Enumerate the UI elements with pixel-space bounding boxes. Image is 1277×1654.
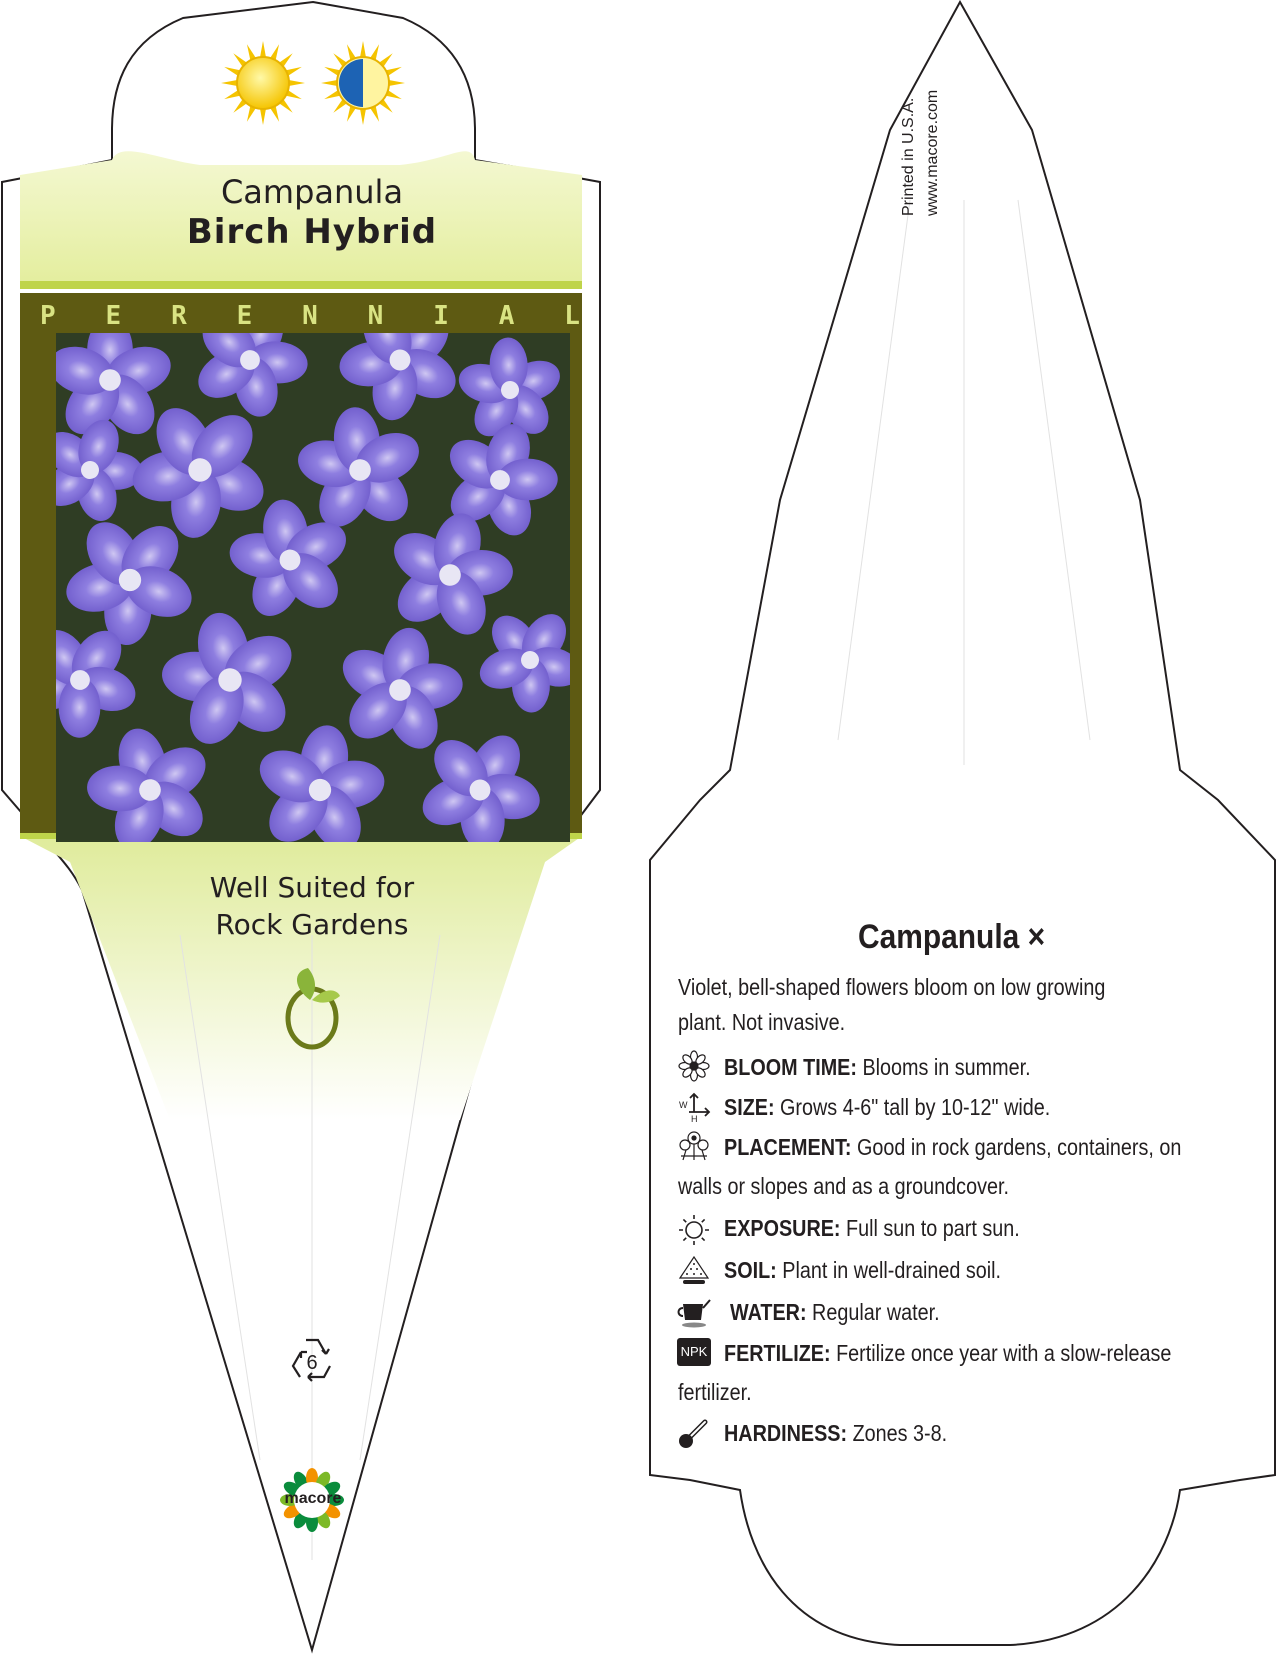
soil-row (724, 1253, 1214, 1288)
printer-info (900, 40, 980, 220)
category-letter: N (302, 301, 318, 331)
category-letter: A (498, 301, 515, 331)
tagline-line1: Well Suited for (209, 871, 415, 904)
detail-value: Blooms in summer. (862, 1054, 1031, 1080)
detail-value: Regular water. (812, 1299, 940, 1325)
brand-name: macore (284, 1490, 342, 1507)
detail-value: Zones 3-8. (852, 1420, 948, 1446)
detail-label: SIZE: (724, 1094, 775, 1120)
placement-row (724, 1130, 1231, 1165)
category-letter: L (564, 301, 580, 331)
category-letter: R (171, 301, 187, 331)
plant-genus-title: Campanula (220, 173, 404, 211)
category-letter: E (236, 301, 253, 331)
description-line2: plant. Not invasive. (678, 1009, 846, 1035)
size-arrows-icon (677, 1092, 711, 1124)
npk-text: NPK (680, 1344, 708, 1359)
watering-can-icon (677, 1296, 711, 1328)
size-w-text: W (679, 1100, 688, 1110)
campanula-photo (7, 271, 607, 877)
detail-label: SOIL: (724, 1257, 777, 1283)
hardiness-row (724, 1416, 1214, 1451)
category-label (40, 301, 580, 331)
exposure-row (724, 1211, 1214, 1246)
full-sun-icon (221, 41, 305, 125)
description-line1: Violet, bell-shaped flowers bloom on low growing (678, 974, 1106, 1000)
tagline-line2: Rock Gardens (215, 908, 409, 941)
fertilize-row (724, 1336, 1214, 1371)
placement-icon (677, 1130, 711, 1162)
thermometer-icon (677, 1418, 711, 1450)
size-h-text: H (691, 1114, 698, 1124)
printed-in-label: Printed in U.S.A. (900, 97, 917, 216)
sun-icon (677, 1214, 711, 1246)
category-letter: E (105, 301, 122, 331)
detail-value: Fertilize once year with a slow-release (836, 1340, 1172, 1366)
detail-label: EXPOSURE: (724, 1215, 841, 1241)
bloom-time-row (724, 1050, 1214, 1085)
detail-value: Good in rock gardens, containers, on (856, 1134, 1182, 1160)
fertilize-row-cont: fertilizer. (678, 1379, 752, 1405)
back-heading: Campanula × (858, 918, 1046, 956)
website-label: www.macore.com (924, 89, 941, 216)
detail-label: HARDINESS: (724, 1420, 848, 1446)
category-letter: N (367, 301, 384, 331)
detail-label: PLACEMENT: (724, 1134, 852, 1160)
part-sun-icon (321, 41, 405, 125)
detail-value: Plant in well-drained soil. (782, 1257, 1002, 1283)
detail-label: BLOOM TIME: (724, 1054, 857, 1080)
detail-value: Full sun to part sun. (846, 1215, 1020, 1241)
recycle-number: 6 (306, 1352, 318, 1374)
detail-label: FERTILIZE: (724, 1340, 831, 1366)
category-letter: I (433, 301, 449, 331)
title-underline (20, 281, 582, 289)
detail-value: Grows 4-6" tall by 10-12" wide. (780, 1094, 1051, 1120)
plant-variety-title: Birch Hybrid (186, 212, 438, 252)
npk-icon (677, 1338, 711, 1366)
detail-label: WATER: (730, 1299, 807, 1325)
category-letter: P (40, 301, 56, 331)
soil-icon (677, 1254, 711, 1286)
flower-icon (677, 1050, 711, 1082)
water-row (730, 1295, 1220, 1330)
size-row (724, 1090, 1214, 1125)
placement-row-cont: walls or slopes and as a groundcover. (678, 1173, 1009, 1199)
